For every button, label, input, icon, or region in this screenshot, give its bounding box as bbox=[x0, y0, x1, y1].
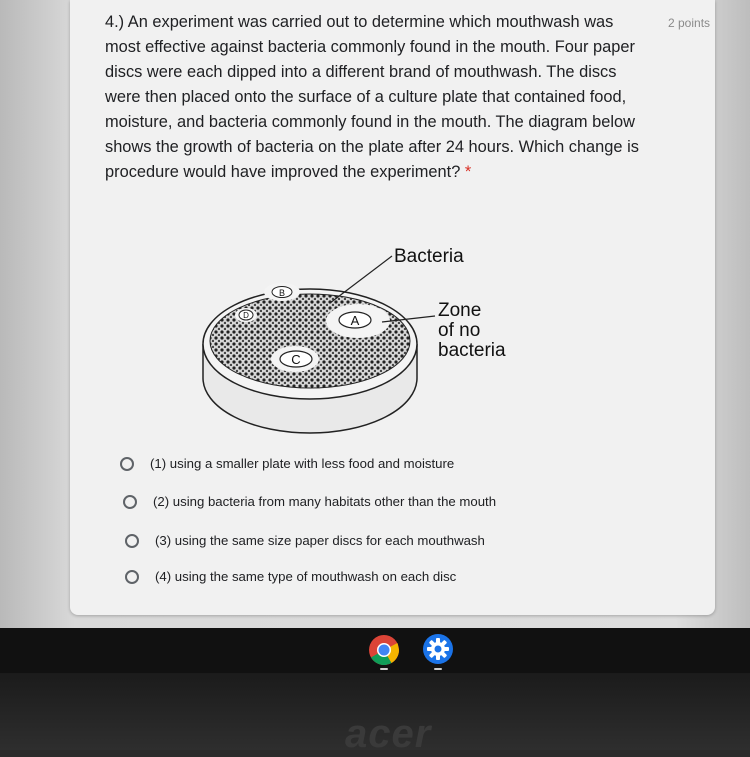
settings-gear-icon[interactable] bbox=[422, 633, 454, 665]
radio-button[interactable] bbox=[123, 495, 137, 509]
zone-label-line1: Zone bbox=[438, 300, 482, 321]
bacteria-label: Bacteria bbox=[394, 246, 464, 267]
settings-active-dot bbox=[434, 668, 442, 670]
disc-a-label: A bbox=[350, 313, 360, 328]
radio-button[interactable] bbox=[125, 570, 139, 584]
option-label: (2) using bacteria from many habitats other than the mouth bbox=[153, 494, 497, 509]
disc-b-label: B bbox=[278, 288, 286, 298]
radio-button[interactable] bbox=[120, 457, 134, 471]
option-4[interactable] bbox=[125, 569, 456, 584]
disc-c-label: C bbox=[291, 352, 301, 367]
question-card bbox=[70, 0, 715, 615]
question-text: 4.) An experiment was carried out to determine which mouthwash was most effective against bacteria commonly found in the mouth. Four paper discs were each dipped into a different brand of mouthwash. The discs were then placed onto the surface of a culture plate that contained food, moisture, and bacteria commonly found in the mouth. The diagram below shows the growth of bacteria on the plate after 24 hours. Which change is procedure would have improved the experiment? * bbox=[105, 13, 639, 181]
option-label: (4) using the same type of mouthwash on each disc bbox=[155, 569, 457, 584]
chrome-icon[interactable] bbox=[368, 634, 400, 666]
option-2[interactable] bbox=[123, 494, 496, 509]
os-shelf bbox=[0, 628, 750, 673]
option-label: (1) using a smaller plate with less food and moisture bbox=[150, 456, 455, 471]
disc-d-label: D bbox=[243, 311, 249, 320]
radio-button[interactable] bbox=[125, 534, 139, 548]
brand-logo: acer bbox=[345, 712, 432, 756]
option-3[interactable] bbox=[125, 533, 485, 548]
option-1[interactable] bbox=[120, 456, 454, 471]
required-asterisk: * bbox=[464, 163, 472, 181]
chrome-active-dot bbox=[380, 668, 388, 670]
bacteria-layer bbox=[210, 294, 410, 388]
zone-label-line3: bacteria bbox=[438, 340, 506, 361]
points-label: 2 points bbox=[668, 16, 711, 30]
culture-plate-diagram bbox=[130, 240, 506, 440]
option-label: (3) using the same size paper discs for each mouthwash bbox=[155, 533, 485, 548]
zone-label-line2: of no bbox=[438, 320, 481, 341]
